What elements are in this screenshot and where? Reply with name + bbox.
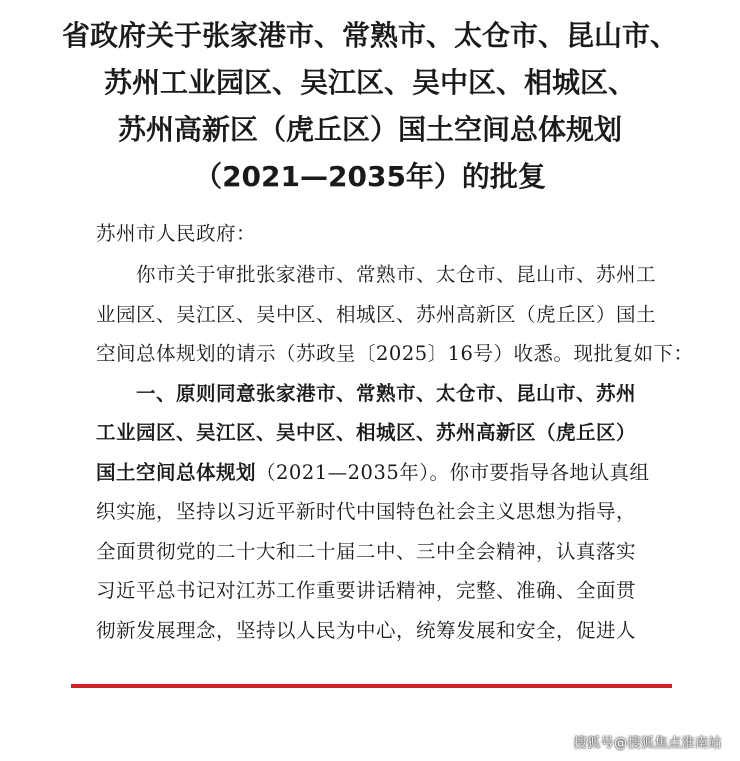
section-heading-line: 一、原则同意张家港市、常熟市、太仓市、昆山市、苏州	[96, 381, 637, 405]
section-heading-line: 工业园区、吴江区、吴中区、相城区、苏州高新区（虎丘区）	[96, 421, 637, 444]
title-line: 省政府关于张家港市、常熟市、太仓市、昆山市、	[61, 19, 678, 52]
body-line: 彻新发展理念，坚持以人民为中心，统筹发展和安全，促进人	[96, 618, 637, 642]
title-line: （2021—2035年）的批复	[194, 160, 546, 193]
body-line: 你市关于审批张家港市、常熟市、太仓市、昆山市、苏州工	[96, 263, 657, 286]
body-line: 空间总体规划的请示（苏政呈〔2025〕16号）收悉。现批复如下：	[96, 342, 694, 365]
title-line: 苏州高新区（虎丘区）国土空间总体规划	[117, 113, 622, 146]
red-divider	[71, 684, 672, 688]
body-line: 习近平总书记对江苏工作重要讲话精神，完整、准确、全面贯	[96, 579, 637, 602]
body-line: 织实施，坚持以习近平新时代中国特色社会主义思想为指导，	[96, 500, 637, 523]
body-fragment: （2021—2035年）。你市要指导各地认真组	[256, 460, 650, 484]
body-line: 业园区、吴江区、吴中区、相城区、苏州高新区（虎丘区）国土	[96, 302, 657, 326]
title-line: 苏州工业园区、吴江区、吴中区、相城区、	[103, 66, 636, 99]
document-body	[96, 255, 694, 650]
body-line-mixed	[96, 453, 656, 493]
salutation: 苏州市人民政府：	[96, 222, 257, 245]
section-heading-fragment: 国土空间总体规划	[96, 460, 257, 484]
watermark: 搜狐号@搜狐焦点淮南站	[573, 736, 722, 751]
document-title	[0, 12, 740, 200]
body-line: 全面贯彻党的二十大和二十届二中、三中全会精神，认真落实	[96, 539, 637, 563]
